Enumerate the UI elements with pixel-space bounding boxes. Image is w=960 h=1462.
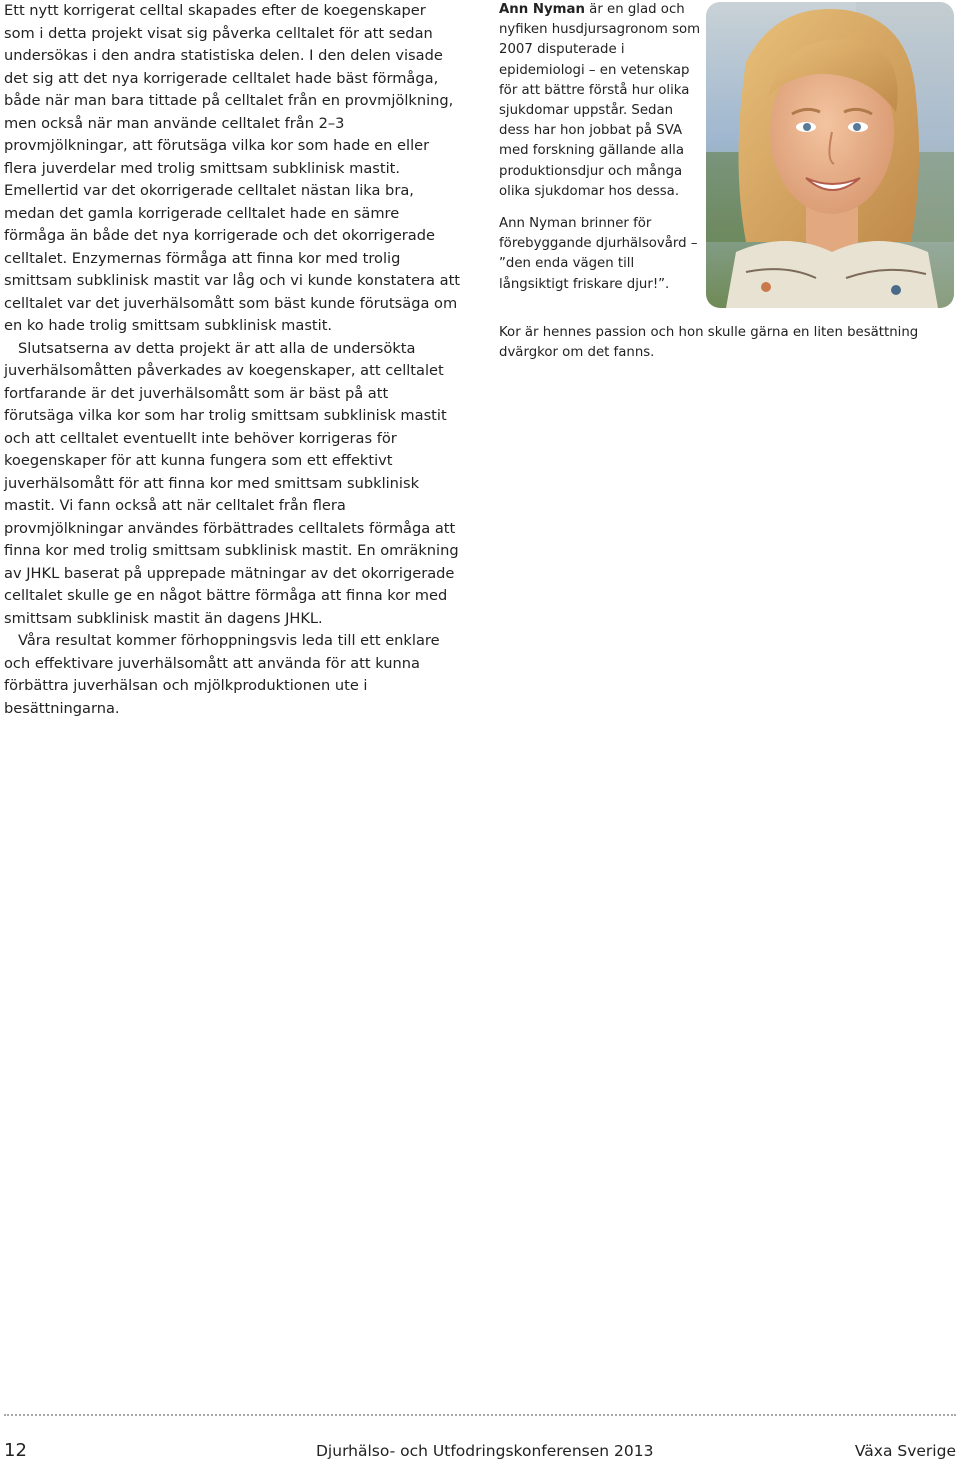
author-intro: [499, 0, 704, 202]
page-footer: [4, 1440, 956, 1462]
portrait-photo: [706, 2, 954, 308]
author-cows-text: Kor är hennes passion och hon skulle gärna en liten besättning dvärgkor om det fanns.: [499, 325, 919, 361]
author-passion: Ann Nyman brinner för förebyggande djurhälsovård – ”den enda vägen till långsiktigt friskare djur!”.: [499, 216, 698, 292]
conference-name: Djurhälso- och Utfodringskonferensen 2013: [316, 1442, 654, 1460]
article-paragraph-2: Slutsatserna av detta projekt är att alla de undersökta juverhälsomåtten påverkades av koegenskaper, att celltalet fortfarande är det juverhälsomått som är bäst på att förutsäga vilka kor som har trolig smittsam subklinisk mastit och att celltalet eventuellt inte behöver korrigeras för koegenskaper för att kunna fungera som ett effektivt juverhälsomått för att finna kor med smittsam subklinisk mastit. Vi fann också att när celltalet från flera provmjölkningar användes förbättrades celltalets förmåga att finna kor med trolig smittsam subklinisk mastit. En omräkning av JHKL baserat på upprepade mätningar av det okorrigerade celltalet skulle ge en något bättre förmåga att finna kor med smittsam subklinisk mastit än dagens JHKL.: [4, 339, 459, 627]
article-paragraph-3: Våra resultat kommer förhoppningsvis leda till ett enklare och effektivare juverhälsomått att använda för att kunna förbättra juverhälsan och mjölkproduktionen ute i besättningarna.: [4, 632, 440, 717]
author-name: Ann Nyman: [499, 2, 585, 17]
author-bio: [499, 0, 704, 295]
article-main-column: [4, 0, 460, 720]
author-hobby: [499, 323, 939, 363]
page-number: 12: [4, 1440, 27, 1461]
author-intro-text: är en glad och nyfiken husdjursagronom som 2007 disputerade i epidemiologi – en vetenskap för att bättre förstå hur olika sjukdomar uppstår. Sedan dess har hon jobbat på SVA med forskning gällande alla produktionsdjur och många olika sjukdomar hos dessa.: [499, 2, 701, 199]
article-paragraph-1: Ett nytt korrigerat celltal skapades efter de koegenskaper som i detta projekt visat sig påverka celltalet för att sedan undersökas i den andra statistiska delen. I den delen visade det sig att det nya korrigerade celltalet hade bäst förmåga, både när man bara tittade på celltalet från en provmjölkning, men också när man använde celltalet från 2–3 provmjölkningar, att förutsäga vilka kor som hade en eller flera juverdelar med trolig smittsam subklinisk mastit. Emellertid var det okorrigerade celltalet nästan lika bra, medan det gamla korrigerade celltalet hade en sämre förmåga än både det nya korrigerade och det okorrigerade celltalet. Enzymernas förmåga att finna kor med trolig smittsam subklinisk mastit var låg och vi kunde konstatera att celltalet var det juverhälsomått som bäst kunde förutsäga om en ko hade trolig smittsam subklinisk mastit.: [4, 2, 461, 334]
footer-divider: [4, 1414, 956, 1416]
magazine-name: Växa Sverige: [854, 1442, 956, 1460]
